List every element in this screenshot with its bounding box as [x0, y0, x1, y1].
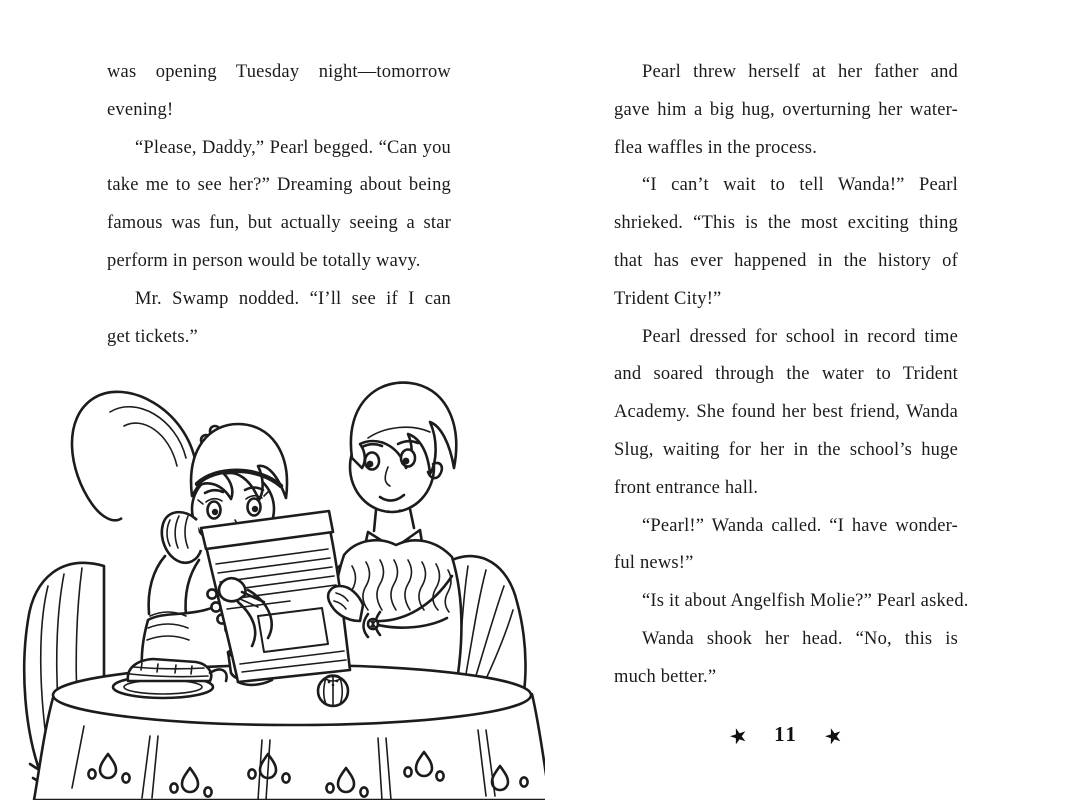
- right-page-text: [614, 54, 969, 697]
- illustration-svg: [0, 368, 545, 800]
- text-line: “Is it about Angelfish Molie?” Pearl asked.: [642, 591, 969, 612]
- text-line: Pearl threw herself at her father and: [642, 62, 958, 82]
- text-line: “Please, Daddy,” Pearl begged. “Can you: [135, 137, 451, 158]
- text-line: shrieked. “This is the most exciting thing: [614, 213, 958, 234]
- text-line: front entrance hall.: [614, 477, 759, 498]
- breakfast-table: [34, 665, 545, 800]
- text-line: Slug, waiting for her in the school’s huge: [614, 439, 958, 460]
- text-line: take me to see her?” Dreaming about being: [107, 175, 451, 196]
- book-illustration: [0, 368, 545, 800]
- text-line: Mr. Swamp nodded. “I’ll see if I can: [135, 288, 451, 309]
- text-line: Academy. She found her best friend, Wanda: [614, 402, 958, 423]
- text-line: Pearl dressed for school in record time: [642, 326, 958, 347]
- text-line: get tickets.”: [107, 326, 198, 347]
- star-icon: ★: [726, 721, 752, 751]
- text-line: much better.”: [614, 666, 717, 687]
- urchin-pastry: [318, 675, 348, 706]
- text-line: famous was fun, but actually seeing a star: [107, 213, 451, 234]
- text-line: that has ever happened in the history of: [614, 250, 958, 271]
- text-line: perform in person would be totally wavy.: [107, 250, 421, 271]
- text-line: gave him a big hug, overturning her water-: [614, 99, 958, 120]
- text-line: “I can’t wait to tell Wanda!” Pearl: [642, 175, 958, 196]
- ponytail: [72, 392, 196, 521]
- page-number: 11: [774, 722, 798, 746]
- star-icon: ★: [820, 721, 846, 751]
- text-line: “Pearl!” Wanda called. “I have wonder-: [642, 515, 958, 536]
- text-line: ful news!”: [614, 553, 694, 574]
- text-line: Wanda shook her head. “No, this is: [642, 628, 958, 649]
- text-line: Trident City!”: [614, 288, 722, 309]
- text-line: and soared through the water to Trident: [614, 364, 958, 385]
- text-line: was opening Tuesday night—tomorrow: [107, 62, 451, 82]
- left-page-text: [107, 54, 451, 356]
- text-line: evening!: [107, 99, 174, 120]
- text-line: flea waffles in the process.: [614, 137, 818, 158]
- father-figure: [328, 383, 461, 674]
- page-number-row: [614, 714, 958, 754]
